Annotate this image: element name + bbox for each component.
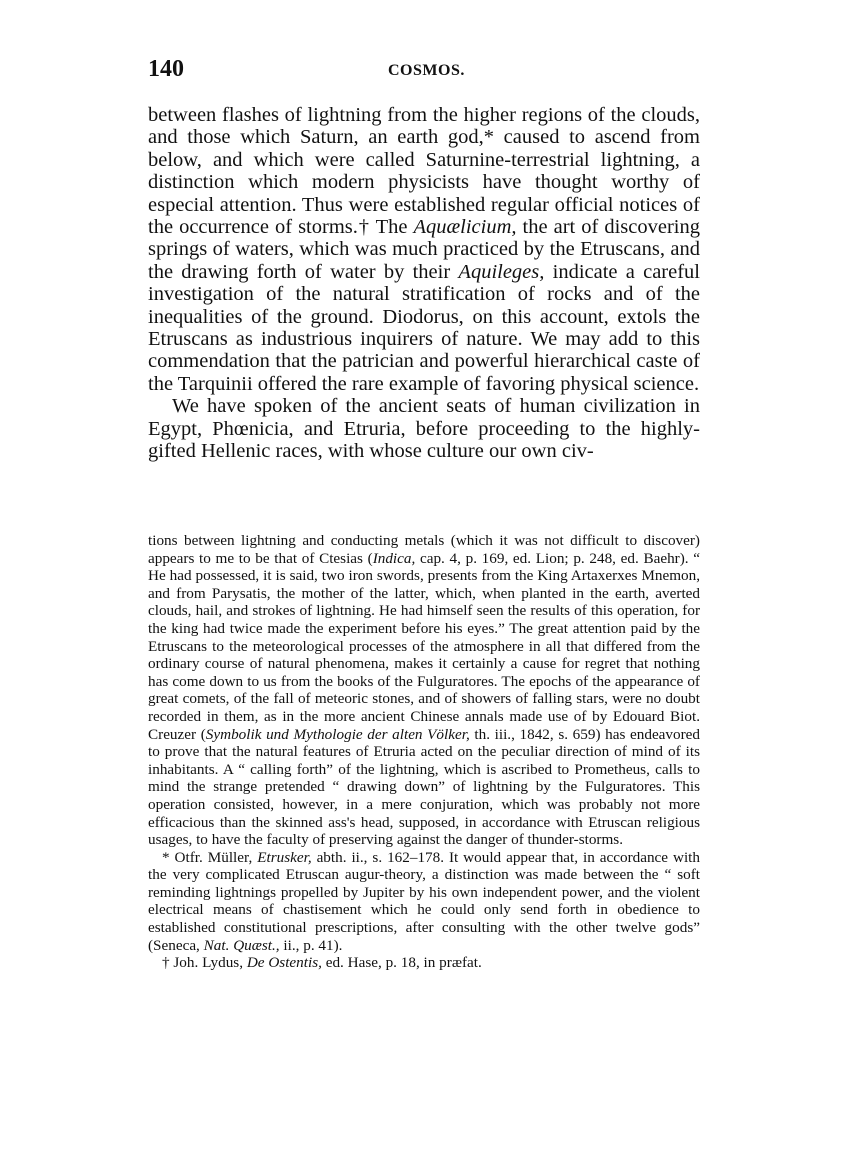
footnote-star xyxy=(148,849,700,955)
footnote-continuation xyxy=(148,532,700,849)
italic-term: Aquælicium, xyxy=(413,216,517,239)
main-text xyxy=(148,104,700,463)
text-run: indicate a careful investigation of the natural stratification of rocks and of the inequalities of the ground. Diodorus, on this account, extols the Etruscans as industrious inquirers of nature. We may add to this commendation that the patrician and powerful hierarchical caste of the Tarquinii offered the rare example of favoring physical science. xyxy=(148,260,700,395)
footnote-dagger xyxy=(148,954,700,972)
italic-title: Nat. Quæst., xyxy=(203,936,280,954)
paragraph-continued xyxy=(148,104,700,395)
text-run: between flashes of lightning from the higher regions of the clouds, and those which Saturn, an earth god,* caused to ascend from below, and which were called Saturnine-terrestrial lightning, a distinction which modern physicists have thought worthy of especial attention. Thus were established regular official notices of the occurrence of storms.† The xyxy=(148,104,700,239)
text-run: cap. 4, p. 169, ed. Lion; p. 248, ed. Baehr). “ He had possessed, it is said, two iron swords, presents from the King Artaxerxes Mnemon, and from Parysatis, the mother of the latter, which, when planted in the earth, averted clouds, hail, and strokes of lightning. He had himself seen the results of this operation, for the king had twice made the experiment before his eyes.” The great attention paid by the Etruscans to the meteorological processes of the atmosphere in all that differed from the ordinary course of natural phenomena, makes it certainly a cause for regret that nothing has come down to us from the books of the Fulguratores. The epochs of the appearance of great comets, of the fall of meteoric stones, and of showers of falling stars, were no doubt recorded in them, as in the more ancient Chinese annals made use of by Edouard Biot. Creuzer ( xyxy=(148,549,700,743)
italic-term: Aquileges, xyxy=(458,260,545,283)
page-header xyxy=(148,56,700,90)
text-run: † Joh. Lydus, xyxy=(162,954,247,972)
page-number: 140 xyxy=(148,56,184,82)
paragraph: We have spoken of the ancient seats of human civilization in Egypt, Phœnicia, and Etruria, before proceeding to the highly-gifted Hellenic races, with whose culture our own civ- xyxy=(148,395,700,463)
italic-title: De Ostentis, xyxy=(246,954,322,972)
italic-title: Symbolik und Mythologie der alten Völker, xyxy=(205,725,470,743)
text-run: the art of discovering springs of waters, which was much practiced by the Etruscans, and the drawing forth of water by their xyxy=(148,216,700,283)
text-run: th. iii., 1842, s. 659) has endeavored to prove that the natural features of Etruria acted on the peculiar direction of mind of its inhabitants. A “ calling forth” of the lightning, which is ascribed to Prometheus, calls to mind the strange pretended “ drawing down” of lightning by the Fulguratores. This operation consisted, however, in a mere conjuration, which was probably not more efficacious than the skinned ass's head, supposed, in accordance with Etruscan religious usages, to have the faculty of preserving against the danger of thunder-storms. xyxy=(148,725,701,849)
italic-title: Etrusker, xyxy=(257,848,312,866)
text-run: abth. ii., s. 162–178. It would appear that, in accordance with the very complicated Etruscan augur-theory, a distinction was made between the “ soft reminding lightnings propelled by Jupiter by his own independent power, and the violent electrical means of chastisement which he could only send forth in obedience to established constitutional prescriptions, after consulting with the other twelve gods” (Seneca, xyxy=(148,848,700,954)
text-run: tions between lightning and conducting metals (which it was not difficult to discover) appears to me to be that of Ctesias ( xyxy=(148,532,700,567)
italic-title: Indica, xyxy=(372,549,416,567)
text-run: ed. Hase, p. 18, in præfat. xyxy=(321,954,482,972)
text-run: ii., p. 41). xyxy=(279,936,343,954)
footnotes xyxy=(148,532,700,972)
running-title: COSMOS. xyxy=(388,62,465,79)
text-run: * Otfr. Müller, xyxy=(162,848,258,866)
